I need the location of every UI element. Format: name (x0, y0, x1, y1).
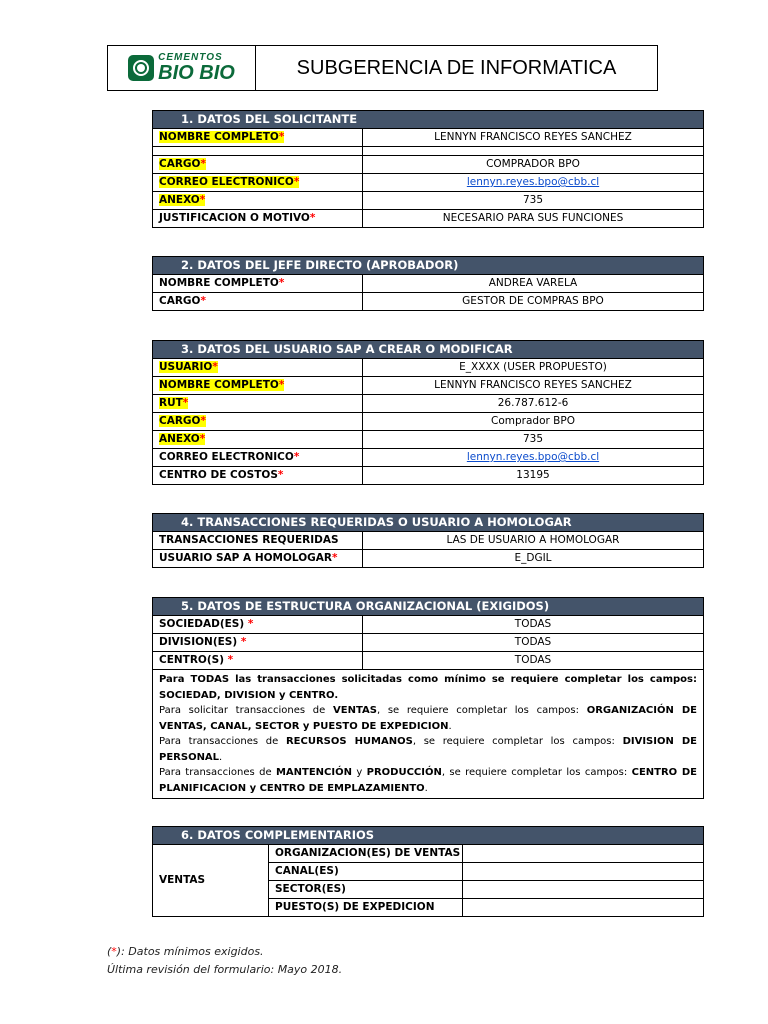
instructions-row (153, 670, 704, 799)
section-datos-complementarios (152, 826, 704, 917)
table-row (153, 652, 704, 670)
section-title: 6. DATOS COMPLEMENTARIOS (153, 827, 704, 845)
table-row (153, 156, 704, 174)
field-value (463, 845, 704, 863)
email-link[interactable]: lennyn.reyes.bpo@cbb.cl (466, 451, 600, 463)
section-transacciones (152, 513, 704, 568)
field-value: E_DGIL (363, 550, 704, 568)
table-row (153, 532, 704, 550)
field-label: CENTRO DE COSTOS (159, 469, 278, 481)
required-asterisk: * (200, 295, 206, 307)
table-row (153, 293, 704, 311)
field-value: ANDREA VARELA (363, 275, 704, 293)
required-asterisk: * (199, 433, 206, 445)
legend-note: (*): Datos mínimos exigidos. (107, 945, 264, 958)
logo-cell (108, 46, 256, 90)
field-label: USUARIO (159, 361, 213, 373)
note-paragraph: Para transacciones de MANTENCIÓN y PRODUCCIÓN, se requiere completar los campos: CENTRO DE PLANIFICACION y CENTRO DE EMPLAZAMIENTO. (159, 767, 697, 794)
field-value (463, 863, 704, 881)
field-label: SOCIEDAD(ES) (159, 618, 245, 630)
field-label: CARGO (159, 158, 201, 170)
field-label: ANEXO (159, 194, 200, 206)
required-asterisk: * (182, 397, 189, 409)
field-value: LENNYN FRANCISCO REYES SANCHEZ (363, 129, 704, 147)
required-asterisk: * (309, 212, 316, 224)
field-label: CANAL(ES) (269, 863, 463, 881)
field-label: JUSTIFICACION O MOTIVO (159, 212, 310, 224)
field-label: TRANSACCIONES REQUERIDAS (159, 534, 339, 546)
required-asterisk: * (278, 131, 285, 143)
page-title: SUBGERENCIA DE INFORMATICA (296, 56, 617, 79)
field-value: Comprador BPO (363, 413, 704, 431)
field-value (463, 899, 704, 917)
required-asterisk: * (200, 158, 206, 170)
field-label: DIVISION(ES) (159, 636, 238, 648)
field-label: CENTRO(S) (159, 654, 224, 666)
field-label: CARGO (159, 295, 201, 307)
group-label: VENTAS (153, 845, 269, 917)
field-label: PUESTO(S) DE EXPEDICION (269, 899, 463, 917)
field-value: LAS DE USUARIO A HOMOLOGAR (363, 532, 704, 550)
field-value: TODAS (363, 616, 704, 634)
section-title: 5. DATOS DE ESTRUCTURA ORGANIZACIONAL (EXIGIDOS) (153, 598, 704, 616)
table-row (153, 431, 704, 449)
table-row (153, 129, 704, 147)
table-row (153, 616, 704, 634)
table-row (153, 147, 704, 156)
field-label: NOMBRE COMPLETO (159, 277, 279, 289)
required-asterisk: * (277, 469, 284, 481)
section-title: 4. TRANSACCIONES REQUERIDAS O USUARIO A HOMOLOGAR (153, 514, 704, 532)
field-value: LENNYN FRANCISCO REYES SANCHEZ (363, 377, 704, 395)
field-value: E_XXXX (USER PROPUESTO) (363, 359, 704, 377)
field-label: USUARIO SAP A HOMOLOGAR (159, 552, 332, 564)
required-asterisk: * (111, 945, 117, 958)
table-row (153, 550, 704, 568)
required-asterisk: * (200, 415, 206, 427)
table-row (153, 377, 704, 395)
table-row (153, 174, 704, 192)
field-value: 735 (363, 431, 704, 449)
table-row (153, 449, 704, 467)
field-label: NOMBRE COMPLETO (159, 131, 279, 143)
field-value: NECESARIO PARA SUS FUNCIONES (363, 210, 704, 228)
table-row (153, 845, 704, 863)
document-header (107, 45, 658, 91)
table-row (153, 634, 704, 652)
table-row (153, 210, 704, 228)
logo-icon (128, 55, 154, 81)
email-link[interactable]: lennyn.reyes.bpo@cbb.cl (466, 176, 600, 188)
required-asterisk: * (278, 379, 285, 391)
required-asterisk: * (240, 636, 247, 648)
required-asterisk: * (278, 277, 285, 289)
required-asterisk: * (227, 654, 234, 666)
logo-bottom-text: BIO BIO (158, 62, 235, 84)
section-title: 3. DATOS DEL USUARIO SAP A CREAR O MODIFICAR (153, 341, 704, 359)
instructions-note (153, 670, 704, 799)
required-asterisk: * (331, 552, 338, 564)
field-label: ORGANIZACION(ES) DE VENTAS (269, 845, 463, 863)
field-label: RUT (159, 397, 183, 409)
field-label: CARGO (159, 415, 201, 427)
note-paragraph: Para transacciones de RECURSOS HUMANOS, se requiere completar los campos: DIVISION DE PERSONAL. (159, 736, 697, 763)
section-jefe-directo (152, 256, 704, 311)
note-paragraph: Para TODAS las transacciones solicitadas como mínimo se requiere completar los campos: SOCIEDAD, DIVISION y CENTRO. (159, 674, 697, 701)
field-value: 13195 (363, 467, 704, 485)
table-row (153, 192, 704, 210)
field-value: TODAS (363, 634, 704, 652)
logo-top-text: CEMENTOS (158, 52, 223, 63)
field-value (463, 881, 704, 899)
field-value: GESTOR DE COMPRAS BPO (363, 293, 704, 311)
revision-note: Última revisión del formulario: Mayo 2018. (107, 963, 343, 976)
required-asterisk: * (247, 618, 254, 630)
required-asterisk: * (293, 451, 300, 463)
field-label: CORREO ELECTRONICO (159, 176, 294, 188)
field-value: TODAS (363, 652, 704, 670)
required-asterisk: * (293, 176, 300, 188)
field-label: SECTOR(ES) (269, 881, 463, 899)
section-estructura-organizacional (152, 597, 704, 799)
company-logo (128, 53, 235, 83)
table-row (153, 467, 704, 485)
field-value: 735 (363, 192, 704, 210)
field-label: CORREO ELECTRONICO (159, 451, 294, 463)
field-label: ANEXO (159, 433, 200, 445)
field-label: NOMBRE COMPLETO (159, 379, 279, 391)
field-value: COMPRADOR BPO (363, 156, 704, 174)
field-value: 26.787.612-6 (363, 395, 704, 413)
section-title: 1. DATOS DEL SOLICITANTE (153, 111, 704, 129)
table-row (153, 413, 704, 431)
required-asterisk: * (199, 194, 206, 206)
required-asterisk: * (212, 361, 218, 373)
table-row (153, 359, 704, 377)
section-title: 2. DATOS DEL JEFE DIRECTO (APROBADOR) (153, 257, 704, 275)
table-row (153, 275, 704, 293)
section-solicitante (152, 110, 704, 228)
table-row (153, 395, 704, 413)
note-paragraph: Para solicitar transacciones de VENTAS, se requiere completar los campos: ORGANIZACIÓN DE VENTAS, CANAL, SECTOR y PUESTO DE EXPEDICION. (159, 705, 697, 732)
footer-notes (107, 943, 342, 979)
section-usuario-sap (152, 340, 704, 485)
